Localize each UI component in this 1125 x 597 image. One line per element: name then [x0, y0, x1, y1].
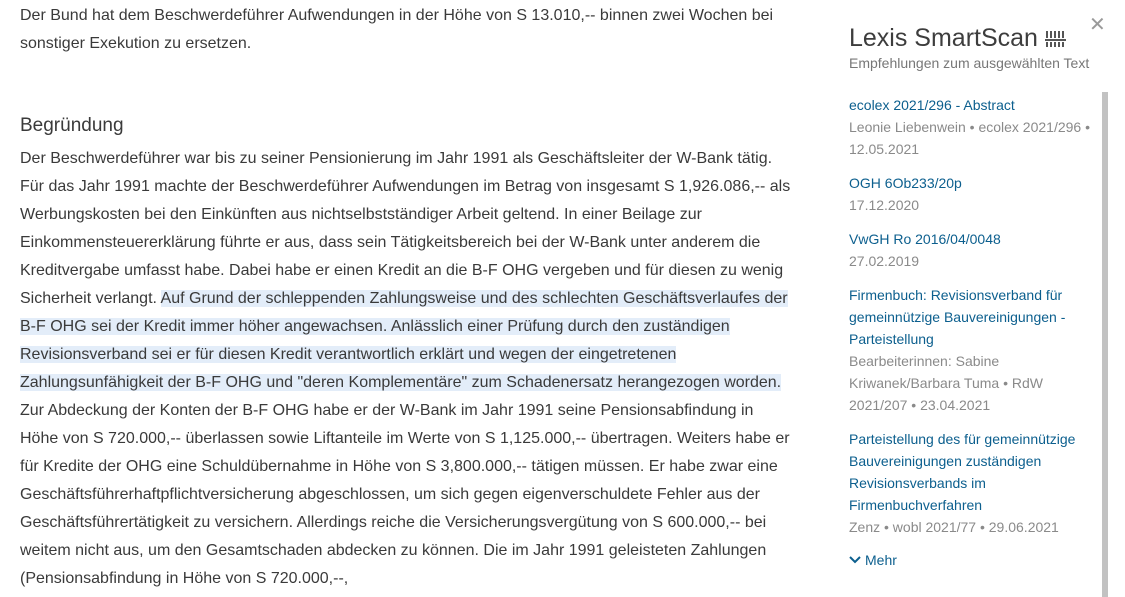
close-icon[interactable]: ✕ — [1089, 14, 1106, 36]
paragraph-text: Zur Abdeckung der Konten der B-F OHG habe er der W-Bank im Jahr 1991 seine Pensionsabfindung in Höhe von S 720.000,-- überlassen sowie Liftanteile im Werte von S 1,125.000,-- übertragen. Weiters habe er für Kredite der OHG eine Schuldübernahme in Höhe von S 3,800.000,-- tätigen müssen. Er habe zwar eine Geschäftsführerhaftpflichtversicherung abgeschlossen, um sich gegen eigenverschuldete Fehler aus der Geschäftsführertätigkeit zu versichern. Allerdings reiche die Versicherungsvergütung von S 600.000,-- bei weitem nicht aus, um den Gesamtschaden abdecken zu können. Die im Jahr 1991 geleisteten Zahlungen (Pensionsabfindung in Höhe von S 720.000,--, — [20, 402, 790, 587]
selected-text-highlight[interactable]: Auf Grund der schleppenden Zahlungsweise und des schlechten Geschäftsverlaufes der B-F OHG sei der Kredit immer höher angewachsen. Anlässlich einer Prüfung durch den zuständigen Revisionsverband sei er für diesen Kredit verantwortlich erklärt und wegen der eingetretenen Zahlungsunfähigkeit der B-F OHG und "deren Komplementäre" zum Schadenersatz herangezogen worden. — [20, 290, 788, 391]
smartscan-panel — [831, 12, 1125, 597]
document-paragraph-main[interactable] — [20, 145, 795, 593]
result-meta: Bearbeiterinnen: Sabine Kriwanek/Barbara Tuma • RdW 2021/207 • 23.04.2021 — [849, 353, 1043, 413]
list-item — [849, 428, 1099, 538]
result-link[interactable]: VwGH Ro 2016/04/0048 — [849, 231, 1001, 247]
panel-scrollbar[interactable] — [1102, 92, 1108, 597]
section-heading: Begründung — [20, 115, 124, 136]
barcode-icon — [1045, 29, 1067, 49]
result-link[interactable]: Parteistellung des für gemeinnützige Bauvereinigungen zuständigen Revisionsverbands im Firmenbuchverfahren — [849, 431, 1076, 513]
panel-title — [849, 24, 1067, 53]
chevron-down-icon — [849, 556, 861, 564]
list-item — [849, 228, 1099, 272]
list-item — [849, 284, 1099, 416]
list-item — [849, 172, 1099, 216]
recommendation-list — [849, 94, 1099, 550]
list-item — [849, 94, 1099, 160]
result-link[interactable]: Firmenbuch: Revisionsverband für gemeinnützige Bauvereinigungen - Parteistellung — [849, 287, 1066, 347]
result-meta: Leonie Liebenwein • ecolex 2021/296 • 12.05.2021 — [849, 119, 1090, 157]
scrollbar-thumb[interactable] — [1102, 92, 1108, 597]
result-meta: 17.12.2020 — [849, 197, 920, 213]
result-link[interactable]: OGH 6Ob233/20p — [849, 175, 962, 191]
paragraph-text: Der Beschwerdeführer war bis zu seiner Pensionierung im Jahr 1991 als Geschäftsleiter der W-Bank tätig. Für das Jahr 1991 machte der Beschwerdeführer Aufwendungen im Betrag von insgesamt S 1,926.086,-- als Werbungskosten bei den Einkünften aus nichtselbstständiger Arbeit geltend. In einer Beilage zur Einkommensteuererklärung führte er aus, dass sein Tätigkeitsbereich bei der W-Bank unter anderem die Kreditvergabe umfasst habe. Dabei habe er einen Kredit an die B-F OHG vergeben und für diesen zu wenig Sicherheit verlangt. — [20, 150, 791, 307]
result-link[interactable]: ecolex 2021/296 - Abstract — [849, 97, 1015, 113]
result-meta: Zenz • wobl 2021/77 • 29.06.2021 — [849, 519, 1059, 535]
panel-title-text: Lexis SmartScan — [849, 24, 1038, 52]
more-label: Mehr — [865, 552, 897, 568]
result-meta: 27.02.2019 — [849, 253, 920, 269]
panel-subtitle: Empfehlungen zum ausgewählten Text — [849, 55, 1090, 71]
document-paragraph-intro: Der Bund hat dem Beschwerdeführer Aufwendungen in der Höhe von S 13.010,-- binnen zwei Wochen bei sonstiger Exekution zu ersetzen. — [20, 7, 774, 52]
more-button[interactable] — [849, 552, 897, 568]
